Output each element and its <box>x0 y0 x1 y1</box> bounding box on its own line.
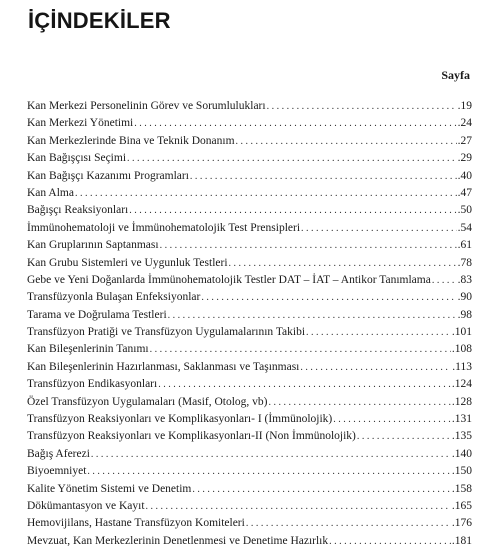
toc-leader-dots <box>267 98 457 115</box>
toc-entry-page: .113 <box>452 360 472 373</box>
toc-leader-dots <box>333 411 451 428</box>
toc-entry-title: Mevzuat, Kan Merkezlerinin Denetlenmesi ve Denetime Hazırlık <box>27 534 329 547</box>
toc-entry-page: .181 <box>451 534 472 547</box>
toc-entry <box>27 533 472 550</box>
toc-leader-dots <box>269 394 451 411</box>
toc-entry <box>27 115 472 132</box>
toc-entry-title: Kan Bağışçı Kazanımı Programları <box>27 169 189 182</box>
toc-entry-title: Transfüzyonla Bulaşan Enfeksiyonlar <box>27 291 201 304</box>
toc-entry-page: .150 <box>451 465 472 478</box>
toc-entry <box>27 359 472 376</box>
toc-entry-title: Kan Alma <box>27 186 74 199</box>
toc-entry <box>27 185 472 202</box>
toc-entry-title: İmmünohematoloji ve İmmünohematolojik Test Prensipleri <box>27 221 301 234</box>
toc-entry-page: .61 <box>457 239 472 252</box>
toc-leader-dots <box>301 220 457 237</box>
toc-leader-dots <box>357 428 451 445</box>
table-of-contents <box>27 98 472 550</box>
toc-leader-dots <box>150 341 451 358</box>
toc-leader-dots <box>146 498 451 515</box>
toc-entry-title: Bağışçı Reaksiyonları <box>27 204 129 217</box>
toc-entry <box>27 341 472 358</box>
toc-entry <box>27 498 472 515</box>
toc-leader-dots <box>91 446 451 463</box>
toc-entry-page: .135 <box>451 430 472 443</box>
toc-leader-dots <box>168 307 457 324</box>
toc-entry-title: Biyoemniyet <box>27 465 87 478</box>
toc-entry <box>27 324 472 341</box>
toc-entry-title: Kan Merkezlerinde Bina ve Teknik Donanım <box>27 134 235 147</box>
toc-entry-title: Gebe ve Yeni Doğanlarda İmmünohematolojik Testler DAT – İAT – Antikor Tanımlama <box>27 273 431 286</box>
toc-entry-page: .40 <box>457 169 472 182</box>
toc-entry-title: Kan Bileşenlerinin Hazırlanması, Saklanması ve Taşınması <box>27 360 300 373</box>
toc-entry <box>27 307 472 324</box>
toc-entry-title: Kan Merkezi Yönetimi <box>27 117 134 130</box>
toc-entry-page: .50 <box>457 204 472 217</box>
toc-entry <box>27 202 472 219</box>
toc-entry-page: .19 <box>457 100 472 112</box>
toc-leader-dots <box>190 168 457 185</box>
toc-entry-page: .124 <box>451 378 472 391</box>
toc-entry <box>27 463 472 480</box>
toc-entry <box>27 411 472 428</box>
toc-entry-page: .158 <box>451 482 472 495</box>
toc-entry-page: .90 <box>457 291 472 304</box>
toc-entry-title: Kan Bağışçısı Seçimi <box>27 152 127 165</box>
toc-leader-dots <box>300 359 451 376</box>
toc-entry-page: .140 <box>451 447 472 460</box>
toc-entry-page: .165 <box>451 499 472 512</box>
toc-leader-dots <box>201 289 456 306</box>
toc-leader-dots <box>87 463 450 480</box>
toc-entry <box>27 255 472 272</box>
toc-leader-dots <box>432 272 457 289</box>
toc-entry-title: Hemovijilans, Hastane Transfüzyon Komiteleri <box>27 517 245 530</box>
toc-entry-page: .108 <box>451 343 472 356</box>
page-column-label: Sayfa <box>441 68 470 82</box>
toc-entry-title: Kan Gruplarının Saptanması <box>27 239 159 252</box>
toc-entry <box>27 98 472 115</box>
toc-entry <box>27 237 472 254</box>
toc-entry <box>27 289 472 306</box>
toc-entry <box>27 133 472 150</box>
toc-entry-page: .24 <box>457 117 472 130</box>
toc-entry-page: .176 <box>451 517 472 530</box>
toc-entry-page: .98 <box>457 308 472 321</box>
toc-entry-title: Kalite Yönetim Sistemi ve Denetim <box>27 482 192 495</box>
toc-entry-title: Dökümantasyon ve Kayıt <box>27 499 145 512</box>
toc-entry-page: .47 <box>457 186 472 199</box>
toc-entry <box>27 150 472 167</box>
toc-leader-dots <box>236 133 457 150</box>
toc-entry-page: .27 <box>457 134 472 147</box>
toc-entry <box>27 428 472 445</box>
toc-entry-title: Kan Grubu Sistemleri ve Uygunluk Testleri <box>27 256 228 269</box>
toc-entry-page: .54 <box>457 221 472 234</box>
toc-entry-title: Özel Transfüzyon Uygulamaları (Masif, Otolog, vb) <box>27 395 268 408</box>
page-title: İÇİNDEKİLER <box>28 8 171 33</box>
toc-leader-dots <box>329 533 451 550</box>
toc-entry-title: Tarama ve Doğrulama Testleri <box>27 308 167 321</box>
toc-leader-dots <box>306 324 451 341</box>
toc-leader-dots <box>75 185 457 202</box>
toc-leader-dots <box>158 376 451 393</box>
toc-entry-page: .128 <box>451 395 472 408</box>
toc-entry-page: .83 <box>457 273 472 286</box>
toc-entry-page: .131 <box>451 413 472 426</box>
toc-entry-title: Transfüzyon Pratiği ve Transfüzyon Uygulamalarının Takibi <box>27 326 306 339</box>
toc-entry-title: Kan Merkezi Personelinin Görev ve Sorumlulukları <box>27 100 266 112</box>
toc-entry-title: Bağış Aferezi <box>27 447 90 460</box>
toc-entry <box>27 168 472 185</box>
toc-entry-title: Transfüzyon Reaksiyonları ve Komplikasyonları- I (İmmünolojik) <box>27 413 333 426</box>
toc-entry-title: Transfüzyon Reaksiyonları ve Komplikasyonları-II (Non İmmünolojik) <box>27 430 356 443</box>
toc-entry <box>27 394 472 411</box>
toc-entry-title: Kan Bileşenlerinin Tanımı <box>27 343 149 356</box>
toc-leader-dots <box>192 481 451 498</box>
toc-leader-dots <box>127 150 457 167</box>
toc-entry-page: .101 <box>451 326 472 339</box>
toc-entry <box>27 481 472 498</box>
toc-entry-page: .78 <box>457 256 472 269</box>
toc-entry-page: .29 <box>457 152 472 165</box>
toc-entry-title: Transfüzyon Endikasyonları <box>27 378 158 391</box>
toc-entry <box>27 515 472 532</box>
toc-leader-dots <box>134 115 456 132</box>
toc-leader-dots <box>160 237 457 254</box>
toc-leader-dots <box>129 202 456 219</box>
toc-leader-dots <box>246 515 451 532</box>
toc-entry <box>27 376 472 393</box>
toc-leader-dots <box>229 255 457 272</box>
toc-entry <box>27 220 472 237</box>
toc-entry <box>27 446 472 463</box>
toc-entry <box>27 272 472 289</box>
